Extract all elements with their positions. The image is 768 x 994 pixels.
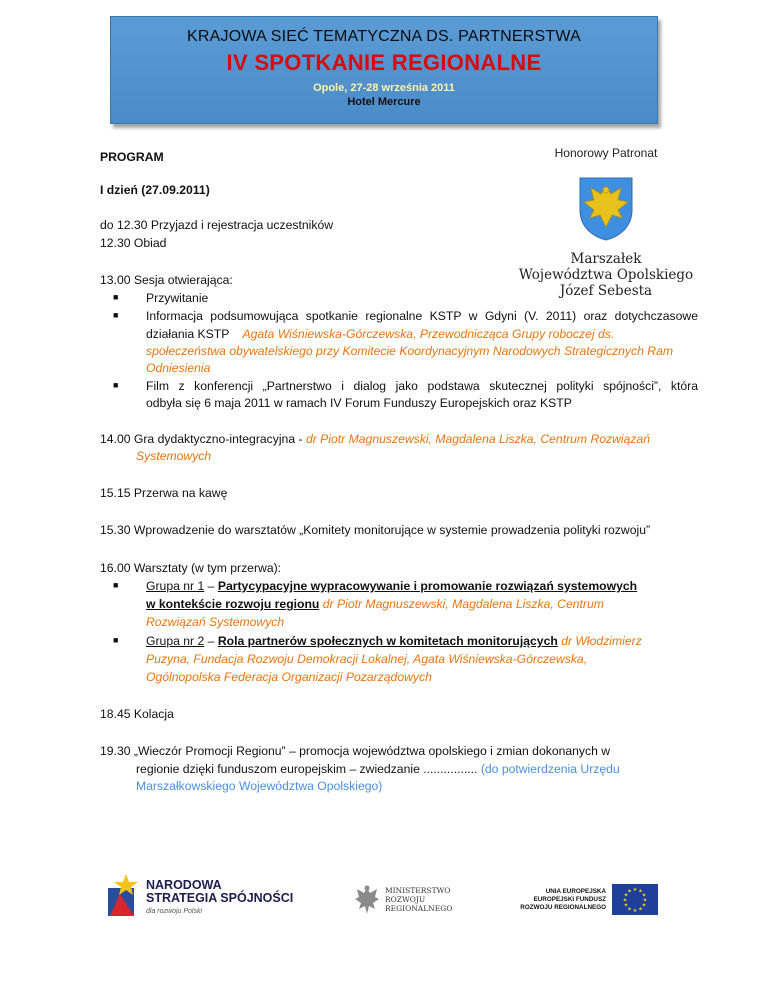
agenda-arrival: do 12.30 Przyjazd i rejestracja uczestników: [100, 218, 334, 232]
day-heading: I dzień (27.09.2011): [100, 183, 210, 197]
speaker-name: Agata Wiśniewska-Górczewska, Przewodnicząca Grupy roboczej ds.: [242, 327, 615, 341]
nss-line1: NARODOWA: [146, 878, 222, 892]
group1-line3: Rozwiązań Systemowych: [146, 615, 285, 629]
agenda-game: 14.00 Gra dydaktyczno-integracyjna - dr Piotr Magnuszewski, Magdalena Liszka, Centrum Rozwiązań: [100, 432, 651, 446]
agenda-dinner: 18.45 Kolacja: [100, 707, 174, 721]
network-title: KRAJOWA SIEĆ TEMATYCZNA DS. PARTNERSTWA: [187, 28, 581, 45]
agenda-lunch: 12.30 Obiad: [100, 236, 167, 250]
nss-star-icon: [106, 874, 142, 918]
svg-text:★: ★: [622, 897, 628, 904]
agenda-info-line4: Odniesienia: [146, 361, 211, 375]
group2-line1: Grupa nr 2 – Rola partnerów społecznych w komitetach monitorujących dr Włodzimierz: [146, 634, 642, 648]
agenda-game-line2: Systemowych: [136, 449, 212, 463]
svg-text:★: ★: [638, 906, 643, 913]
program-heading: PROGRAM: [100, 150, 164, 164]
eu-line2: EUROPEJSKI FUNDUSZ: [533, 896, 606, 903]
patron-name: Marszałek Województwa Opolskiego Józef Sebesta: [518, 251, 694, 299]
speaker-name: dr Piotr Magnuszewski, Magdalena Liszka, Centrum Rozwiązań: [305, 432, 651, 446]
svg-text:★: ★: [638, 888, 643, 895]
eu-line3: ROZWOJU REGIONALNEGO: [520, 904, 606, 911]
eu-logo: [516, 884, 660, 918]
agenda-welcome: Przywitanie: [146, 291, 209, 305]
header-banner: [110, 16, 658, 124]
event-hotel: Hotel Mercure: [347, 96, 421, 108]
svg-text:★: ★: [623, 902, 629, 909]
eu-flag-icon: [612, 884, 658, 915]
bullet-icon: ■: [113, 292, 119, 302]
bullet-icon: ■: [113, 380, 119, 390]
event-place-date: Opole, 27-28 września 2011: [313, 82, 455, 94]
agenda-info-line1: Informacja podsumowująca spotkanie regionalne KSTP w Gdyni (V. 2011) oraz dotychczasowe: [146, 309, 698, 323]
svg-text:★: ★: [632, 887, 638, 893]
agenda-opening: 13.00 Sesja otwierająca:: [100, 273, 233, 287]
agenda-evening-line1: 19.30 „Wieczór Promocji Regionu” – promocja województwa opolskiego i zmian dokonanych w: [100, 744, 611, 758]
patron-label: Honorowy Patronat: [554, 146, 658, 160]
note-text: (do potwierdzenia Urzędu: [480, 762, 620, 776]
ministry-line1: MINISTERSTWO: [385, 886, 451, 895]
nss-tagline: dla rozwoju Polski: [146, 908, 203, 915]
agenda-info-line3: społeczeństwa obywatelskiego przy Komitecie Koordynacyjnym Narodowych Strategicznych Ram: [146, 344, 674, 358]
speaker-name: dr Piotr Magnuszewski, Magdalena Liszka, Centrum: [322, 597, 604, 611]
group2-line2: Puzyna, Fundacja Rozwoju Demokracji Lokalnej, Agata Wiśniewska-Górczewska,: [146, 652, 588, 666]
speaker-name: dr Włodzimierz: [561, 634, 642, 648]
patron-block: [508, 146, 704, 299]
nss-logo: [106, 874, 296, 922]
agenda-film-line2: odbyła się 6 maja 2011 w ramach IV Forum Funduszy Europejskich oraz KSTP: [146, 396, 572, 410]
ministry-logo: [355, 884, 465, 916]
bullet-icon: ■: [113, 580, 119, 590]
svg-text:★: ★: [642, 897, 648, 904]
agenda-intro: 15.30 Wprowadzenie do warsztatów „Komitety monitorujące w systemie prowadzenia polityki rozwoju”: [100, 523, 651, 537]
svg-text:★: ★: [641, 902, 647, 909]
nss-line2: STRATEGIA SPÓJNOŚCI: [146, 891, 294, 905]
bullet-icon: ■: [113, 310, 119, 320]
agenda-coffee: 15.15 Przerwa na kawę: [100, 486, 228, 500]
svg-text:★: ★: [641, 892, 647, 899]
svg-text:★: ★: [627, 888, 632, 895]
svg-text:★: ★: [623, 892, 629, 899]
agenda-info-line2: działania KSTP Agata Wiśniewska-Górczewska, Przewodnicząca Grupy roboczej ds.: [146, 327, 615, 341]
svg-text:★: ★: [627, 906, 632, 913]
ministry-line3: REGIONALNEGO: [385, 904, 453, 913]
bullet-icon: ■: [113, 635, 119, 645]
ministry-line2: ROZWOJU: [385, 895, 426, 904]
event-title: IV SPOTKANIE REGIONALNE: [226, 50, 542, 75]
agenda-workshops: 16.00 Warsztaty (w tym przerwa):: [100, 561, 282, 575]
agenda-evening-line3: Marszałkowskiego Województwa Opolskiego): [136, 779, 383, 793]
group1-line2: w kontekście rozwoju regionu dr Piotr Magnuszewski, Magdalena Liszka, Centrum: [146, 597, 604, 611]
agenda-film-line1: Film z konferencji „Partnerstwo i dialog jako podstawa skutecznej polityki spójności”, która: [146, 379, 698, 393]
group2-line3: Ogólnopolska Federacja Organizacji Pozarządowych: [146, 670, 432, 684]
eu-line1: UNIA EUROPEJSKA: [545, 888, 606, 895]
opole-coat-of-arms-icon: [576, 174, 636, 242]
polish-eagle-icon: [355, 884, 379, 914]
agenda-evening-line2: regionie dzięki funduszom europejskim – zwiedzanie ................ (do potwierdzenia Urzędu: [136, 762, 620, 776]
svg-text:★: ★: [632, 908, 638, 914]
group1-line1: Grupa nr 1 – Partycypacyjne wypracowywanie i promowanie rozwiązań systemowych: [146, 579, 638, 593]
